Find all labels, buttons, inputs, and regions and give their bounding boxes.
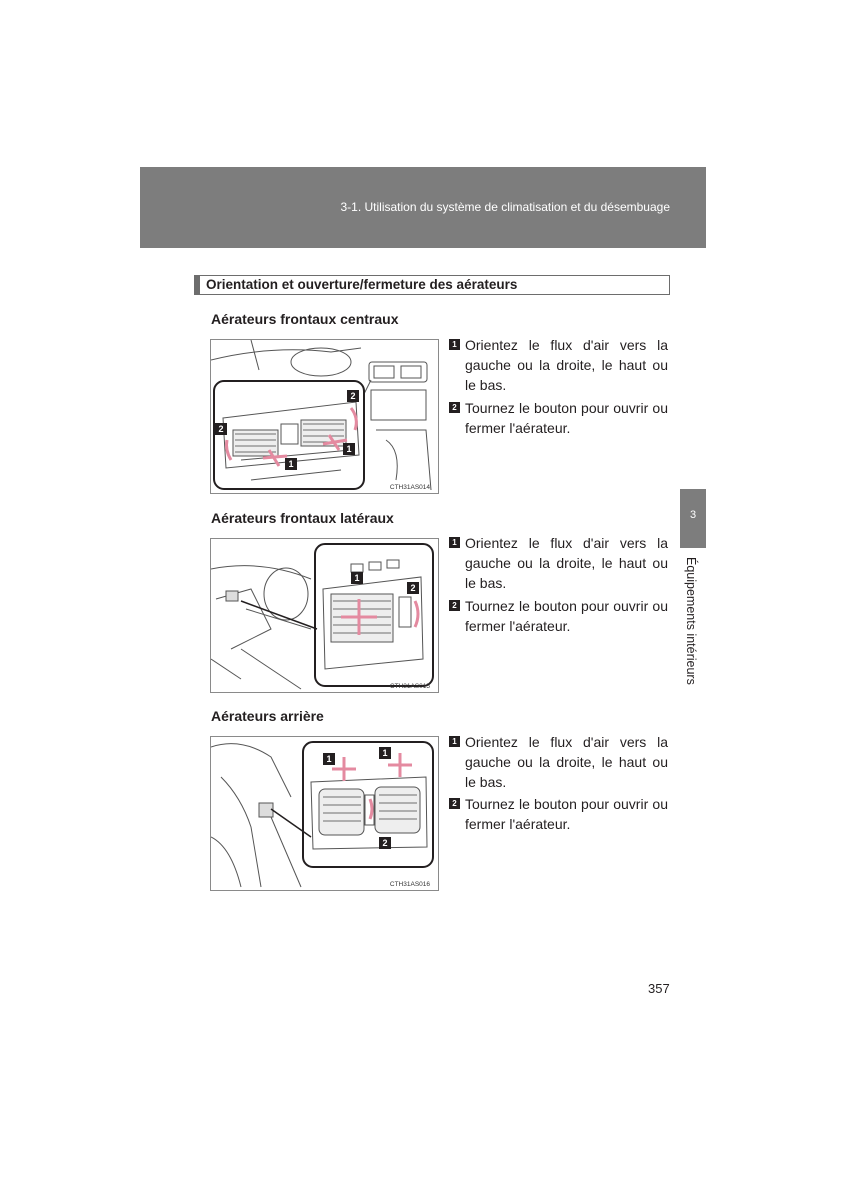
svg-text:1: 1 <box>382 748 388 758</box>
svg-text:1: 1 <box>326 754 332 764</box>
heading-front-side-vents: Aérateurs frontaux latéraux <box>211 510 394 526</box>
step-1-rear <box>449 732 668 792</box>
page-number: 357 <box>648 981 670 996</box>
illustration-rear-vents <box>211 737 438 890</box>
illustration-front-side-vents <box>211 539 438 692</box>
step-2-front-side <box>449 596 668 636</box>
chapter-header-band <box>140 167 706 248</box>
chapter-title: 3-1. Utilisation du système de climatisation et du désembuage <box>340 200 670 214</box>
step-number-badge: 1 <box>449 736 460 747</box>
figure-front-side-vents <box>210 538 439 693</box>
step-2-front-center <box>449 398 668 438</box>
illustration-front-center-vents <box>211 340 438 493</box>
section-title-box <box>194 275 670 295</box>
figure-front-center-vents <box>210 339 439 494</box>
section-title: Orientation et ouverture/fermeture des aérateurs <box>206 277 518 292</box>
step-number-badge: 1 <box>449 537 460 548</box>
step-2-rear <box>449 794 668 834</box>
svg-text:1: 1 <box>354 573 360 583</box>
step-text: Tournez le bouton pour ouvrir ou fermer l'aérateur. <box>465 598 668 634</box>
svg-text:2: 2 <box>382 838 388 848</box>
chapter-side-tab <box>680 489 706 548</box>
chapter-side-label: Équipements intérieurs <box>684 557 698 685</box>
step-text: Orientez le flux d'air vers la gauche ou la droite, le haut ou le bas. <box>465 734 668 790</box>
step-number-badge: 1 <box>449 339 460 350</box>
figure-code: CTH31AS014 <box>389 484 430 491</box>
step-text: Tournez le bouton pour ouvrir ou fermer l'aérateur. <box>465 400 668 436</box>
section-title-bar <box>195 276 200 294</box>
svg-text:1: 1 <box>288 459 294 469</box>
svg-text:2: 2 <box>218 424 224 434</box>
svg-text:2: 2 <box>350 391 356 401</box>
heading-front-center-vents: Aérateurs frontaux centraux <box>211 311 399 327</box>
heading-rear-vents: Aérateurs arrière <box>211 708 324 724</box>
svg-text:2: 2 <box>410 583 416 593</box>
figure-code: CTH31AS016 <box>389 881 430 888</box>
step-text: Orientez le flux d'air vers la gauche ou la droite, le haut ou le bas. <box>465 535 668 591</box>
figure-code: CTH31AS015 <box>389 683 430 690</box>
step-text: Orientez le flux d'air vers la gauche ou la droite, le haut ou le bas. <box>465 337 668 393</box>
chapter-number: 3 <box>689 509 697 521</box>
step-number-badge: 2 <box>449 600 460 611</box>
step-1-front-side <box>449 533 668 593</box>
step-1-front-center <box>449 335 668 395</box>
step-text: Tournez le bouton pour ouvrir ou fermer l'aérateur. <box>465 796 668 832</box>
step-number-badge: 2 <box>449 798 460 809</box>
step-number-badge: 2 <box>449 402 460 413</box>
svg-text:1: 1 <box>346 444 352 454</box>
figure-rear-vents <box>210 736 439 891</box>
